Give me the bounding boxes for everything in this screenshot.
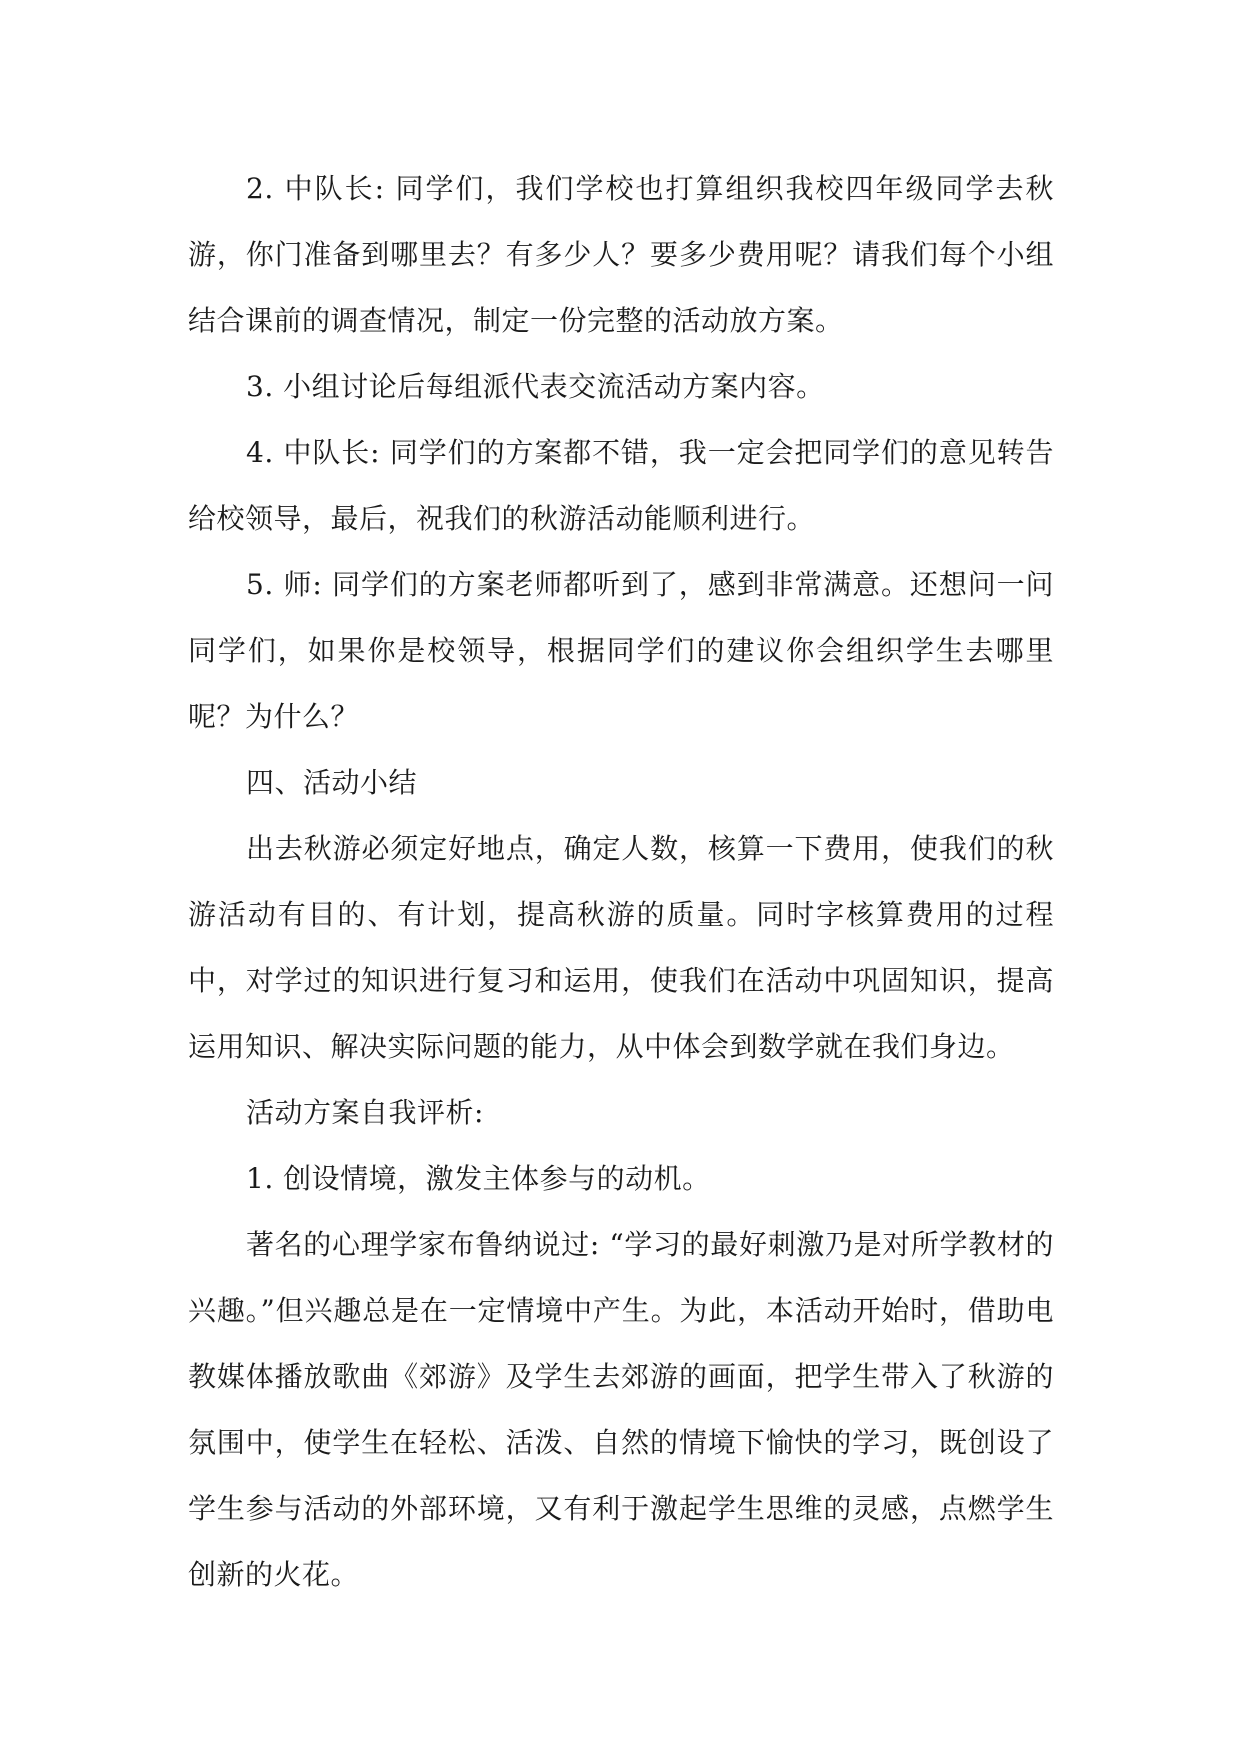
paragraph-4-team-leader: 4. 中队长: 同学们的方案都不错，我一定会把同学们的意见转告给校领导，最后，祝我们的秋游活动能顺利进行。 (188, 436, 1054, 535)
paragraph-3-group-discussion: 3. 小组讨论后每组派代表交流活动方案内容。 (246, 370, 825, 403)
paragraph-self-evaluation-heading: 活动方案自我评析: (246, 1096, 484, 1129)
section-heading-activity-summary: 四、活动小结 (246, 766, 418, 799)
paragraph-summary: 出去秋游必须定好地点，确定人数，核算一下费用，使我们的秋游活动有目的、有计划，提高秋游的质量。同时字核算费用的过程中，对学过的知识进行复习和运用，使我们在活动中巩固知识，提高运用知识、解决实际问题的能力，从中体会到数学就在我们身边。 (188, 832, 1054, 1063)
document-body (188, 156, 1054, 1608)
paragraph-2-team-leader: 2. 中队长: 同学们，我们学校也打算组织我校四年级同学去秋游，你门准备到哪里去？有多少人？要多少费用呢？请我们每个小组结合课前的调查情况，制定一份完整的活动放方案。 (188, 172, 1054, 337)
paragraph-evaluation-point-1: 1. 创设情境，激发主体参与的动机。 (246, 1162, 711, 1195)
paragraph-5-teacher: 5. 师: 同学们的方案老师都听到了，感到非常满意。还想问一问同学们，如果你是校领导，根据同学们的建议你会组织学生去哪里呢？为什么？ (188, 568, 1054, 733)
paragraph-bruner-quote: 著名的心理学家布鲁纳说过: “学习的最好刺激乃是对所学教材的兴趣。”但兴趣总是在一定情境中产生。为此，本活动开始时，借助电教媒体播放歌曲《郊游》及学生去郊游的画面，把学生带入了秋游的氛围中，使学生在轻松、活泼、自然的情境下愉快的学习，既创设了学生参与活动的外部环境，又有利于激起学生思维的灵感，点燃学生创新的火花。 (188, 1228, 1054, 1591)
